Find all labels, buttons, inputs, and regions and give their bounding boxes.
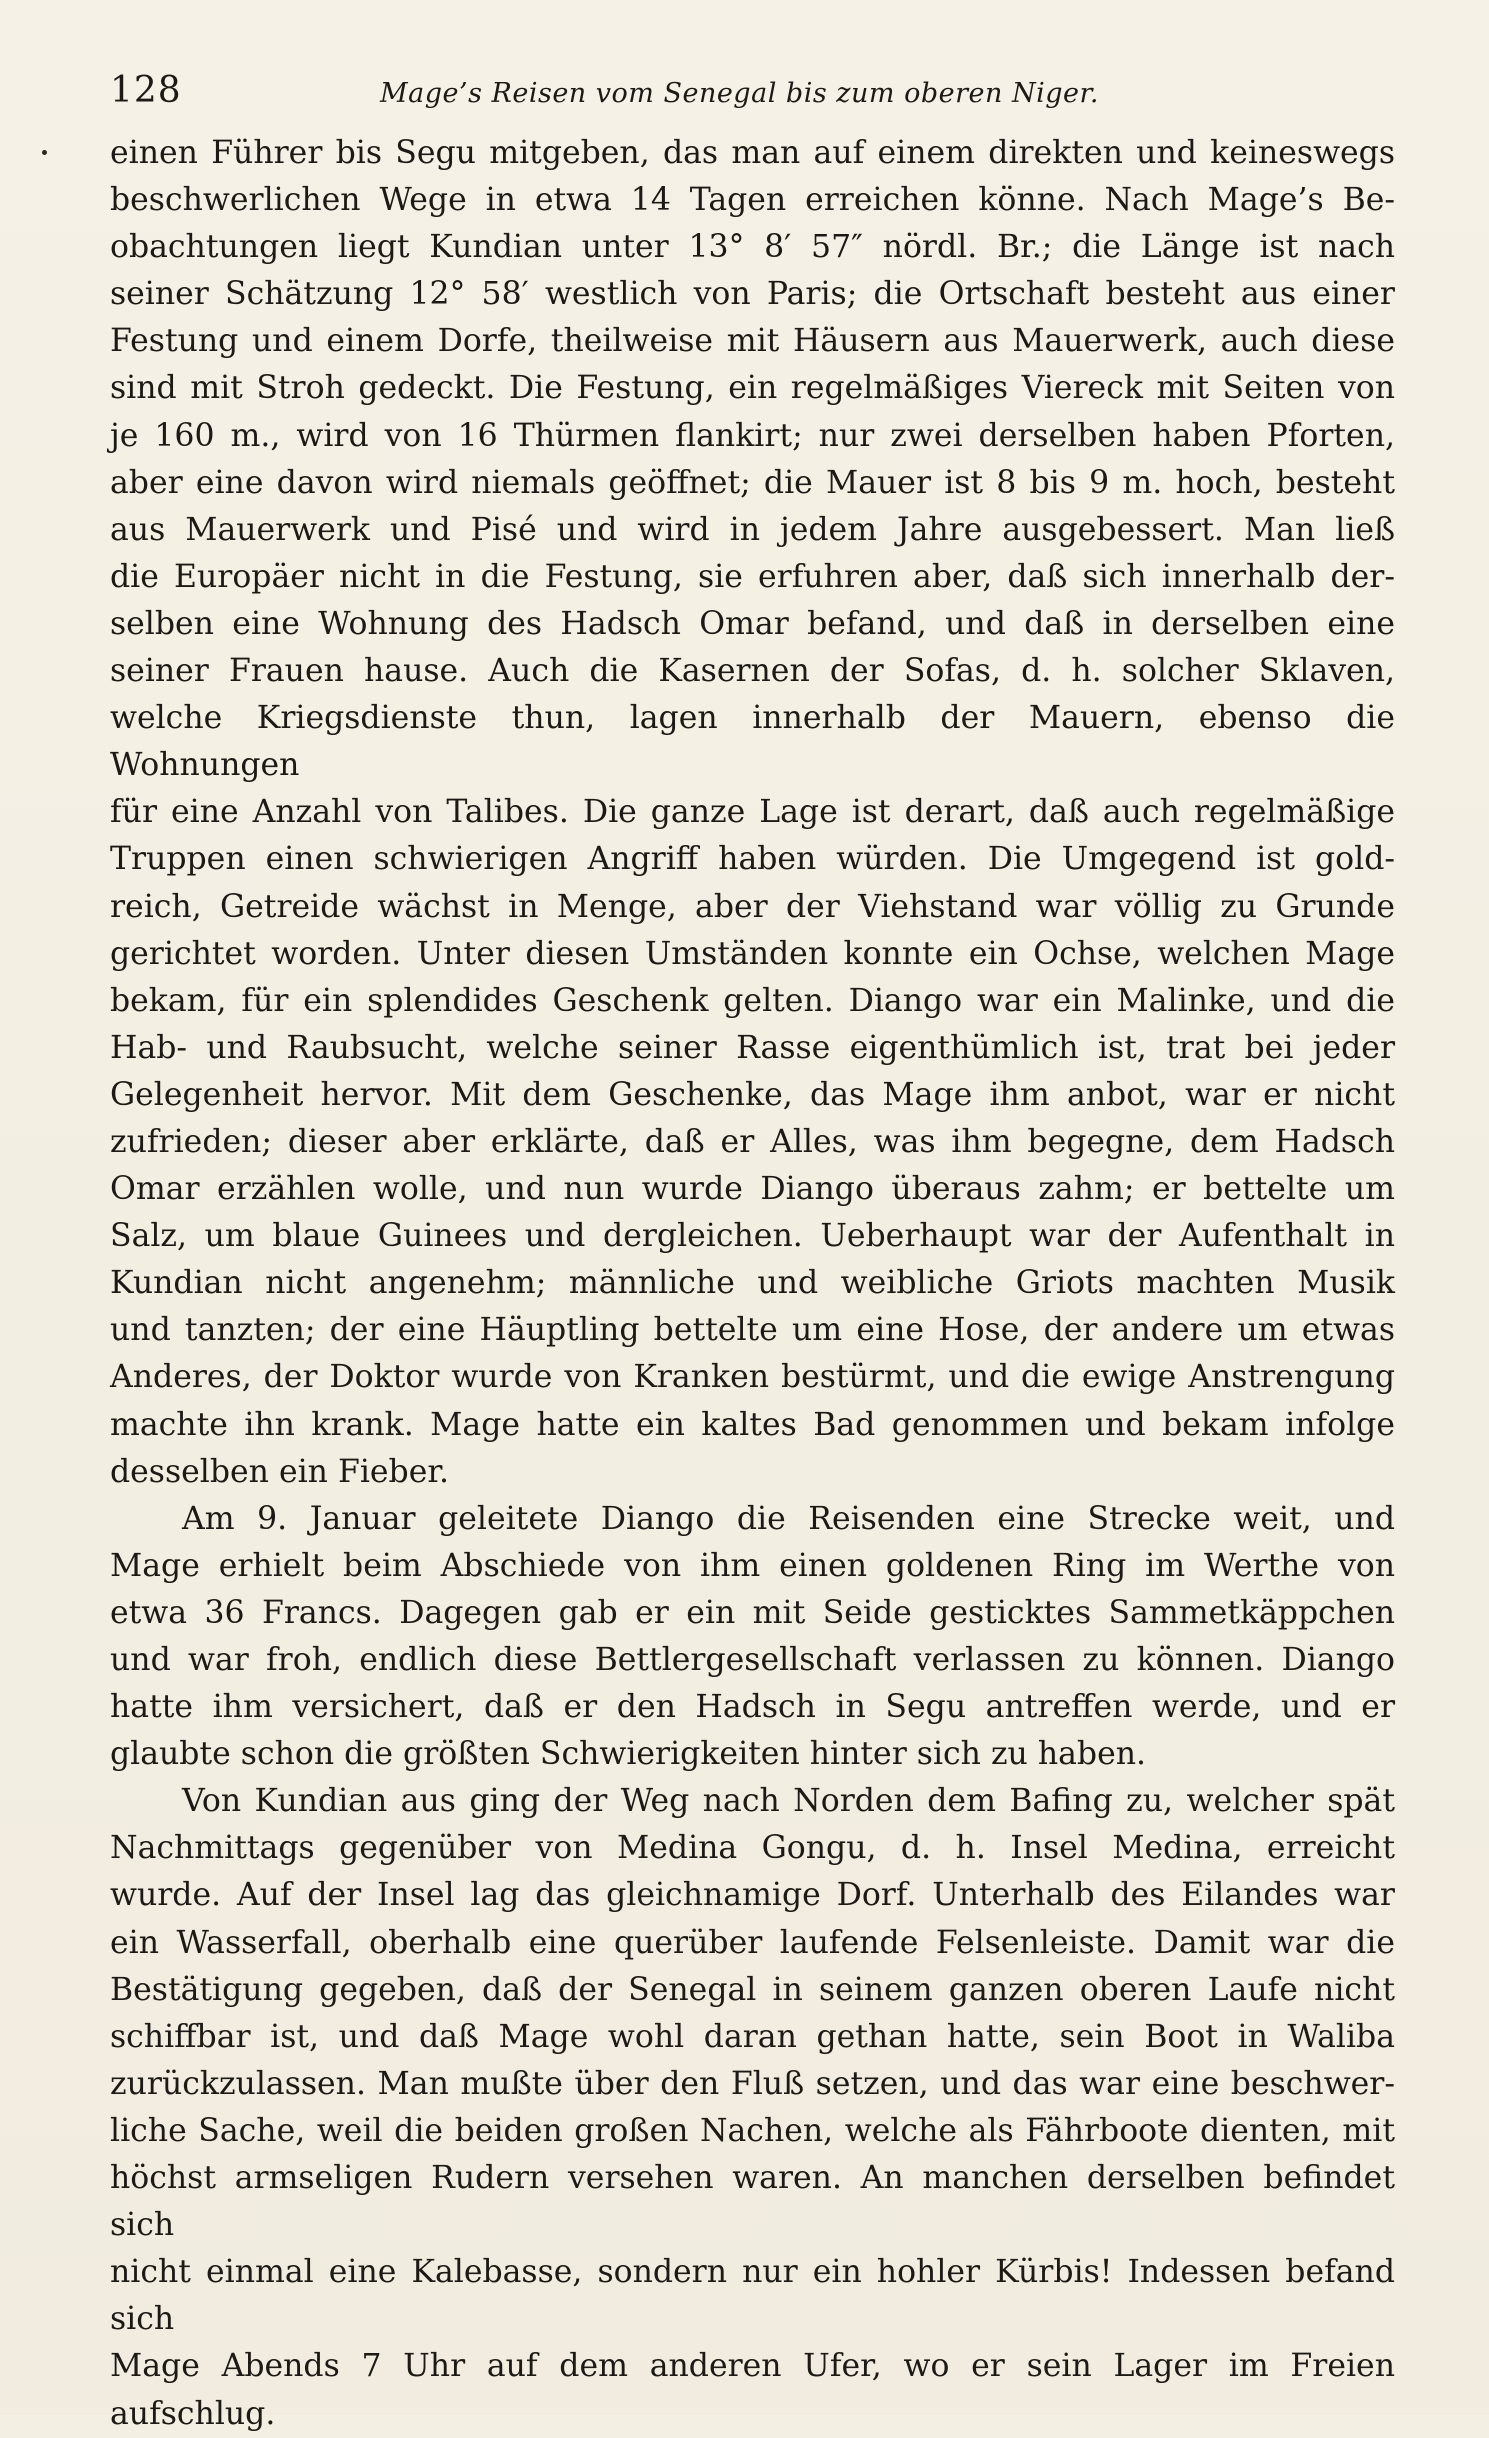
text-line: sind mit Stroh gedeckt. Die Festung, ein regelmäßiges Viereck mit Seiten von xyxy=(110,370,1395,407)
text-line: Truppen einen schwierigen Angriff haben würden. Die Umgegend ist gold- xyxy=(110,841,1395,878)
text-line: einen Führer bis Segu mitgeben, das man auf einem direkten und keineswegs xyxy=(110,135,1395,171)
text-line: Gelegenheit hervor. Mit dem Geschenke, das Mage ihm anbot, war er nicht xyxy=(110,1076,1395,1113)
text-line: welche Kriegsdienste thun, lagen innerhalb der Mauern, ebenso die Wohnungen xyxy=(110,700,1395,784)
text-line: je 160 m., wird von 16 Thürmen flankirt; nur zwei derselben haben Pforten, xyxy=(110,417,1395,454)
running-title: Mage’s Reisen vom Senegal bis zum oberen Niger. xyxy=(380,78,1099,109)
page-number: 128 xyxy=(110,70,182,111)
text-line: zurückzulassen. Man mußte über den Fluß setzen, und das war eine beschwer- xyxy=(110,2065,1395,2102)
text-line: Omar erzählen wolle, und nun wurde Diango überaus zahm; er bettelte um xyxy=(110,1171,1395,1208)
text-line: Festung und einem Dorfe, theilweise mit Häusern aus Mauerwerk, auch diese xyxy=(110,323,1395,360)
text-line: reich, Getreide wächst in Menge, aber der Viehstand war völlig zu Grunde xyxy=(110,888,1395,925)
text-line: wurde. Auf der Insel lag das gleichnamige Dorf. Unterhalb des Eilandes war xyxy=(110,1877,1395,1914)
text-line: seiner Frauen hause. Auch die Kasernen der Sofas, d. h. solcher Sklaven, xyxy=(110,653,1395,690)
paragraph-1 xyxy=(110,130,1395,1496)
page-header xyxy=(110,70,1400,120)
text-line: und tanzten; der eine Häuptling bettelte um eine Hose, der andere um etwas xyxy=(110,1312,1395,1349)
text-line: Bestätigung gegeben, daß der Senegal in seinem ganzen oberen Laufe nicht xyxy=(110,1971,1395,2008)
text-line: Mage erhielt beim Abschiede von ihm einen goldenen Ring im Werthe von xyxy=(110,1547,1395,1584)
text-line: höchst armseligen Rudern versehen waren. An manchen derselben befindet sich xyxy=(110,2160,1395,2244)
margin-dot-mark xyxy=(42,150,47,155)
text-line: für eine Anzahl von Talibes. Die ganze Lage ist derart, daß auch regelmäßige xyxy=(110,794,1395,831)
text-line: liche Sache, weil die beiden großen Nachen, welche als Fährboote dienten, mit xyxy=(110,2112,1395,2149)
text-line: Mage Abends 7 Uhr auf dem anderen Ufer, wo er sein Lager im Freien aufschlug. xyxy=(110,2348,1395,2432)
text-line: die Europäer nicht in die Festung, sie erfuhren aber, daß sich innerhalb der- xyxy=(110,558,1395,595)
text-line: Anderes, der Doktor wurde von Kranken bestürmt, und die ewige Anstrengung xyxy=(110,1359,1395,1396)
paragraph-2 xyxy=(110,1496,1395,1779)
text-line: selben eine Wohnung des Hadsch Omar befand, und daß in derselben eine xyxy=(110,605,1395,642)
text-line: gerichtet worden. Unter diesen Umständen konnte ein Ochse, welchen Mage xyxy=(110,935,1395,972)
text-line: und war froh, endlich diese Bettlergesellschaft verlassen zu können. Diango xyxy=(110,1642,1395,1678)
text-line: ein Wasserfall, oberhalb eine querüber laufende Felsenleiste. Damit war die xyxy=(110,1924,1395,1961)
text-line: beschwerlichen Wege in etwa 14 Tagen erreichen könne. Nach Mage’s Be- xyxy=(110,182,1395,219)
text-line: Am 9. Januar geleitete Diango die Reisenden eine Strecke weit, und xyxy=(182,1500,1395,1537)
text-line: bekam, für ein splendides Geschenk gelten. Diango war ein Malinke, und die xyxy=(110,982,1395,1019)
text-line: nicht einmal eine Kalebasse, sondern nur ein hohler Kürbis! Indessen befand sich xyxy=(110,2254,1395,2338)
text-line: Hab- und Raubsucht, welche seiner Rasse eigenthümlich ist, trat bei jeder xyxy=(110,1029,1395,1066)
body-text xyxy=(110,130,1395,2438)
text-line: hatte ihm versichert, daß er den Hadsch in Segu antreffen werde, und er xyxy=(110,1689,1395,1726)
text-line: aber eine davon wird niemals geöffnet; die Mauer ist 8 bis 9 m. hoch, besteht xyxy=(110,464,1395,501)
text-line: etwa 36 Francs. Dagegen gab er ein mit Seide gesticktes Sammetkäppchen xyxy=(110,1594,1395,1631)
text-line: aus Mauerwerk und Pisé und wird in jedem Jahre ausgebessert. Man ließ xyxy=(110,511,1395,548)
text-line: Salz, um blaue Guinees und dergleichen. Ueberhaupt war der Aufenthalt in xyxy=(110,1218,1395,1255)
paragraph-3 xyxy=(110,1778,1395,2437)
text-line: machte ihn krank. Mage hatte ein kaltes Bad genommen und bekam infolge xyxy=(110,1406,1395,1443)
text-line: Nachmittags gegenüber von Medina Gongu, d. h. Insel Medina, erreicht xyxy=(110,1830,1395,1867)
text-line: Kundian nicht angenehm; männliche und weibliche Griots machten Musik xyxy=(110,1265,1395,1302)
text-line: desselben ein Fieber. xyxy=(110,1453,449,1490)
text-line: Von Kundian aus ging der Weg nach Norden dem Bafing zu, welcher spät xyxy=(182,1783,1395,1820)
text-line: seiner Schätzung 12° 58′ westlich von Paris; die Ortschaft besteht aus einer xyxy=(110,276,1395,313)
text-line: glaubte schon die größten Schwierigkeiten hinter sich zu haben. xyxy=(110,1736,1147,1773)
text-line: zufrieden; dieser aber erklärte, daß er Alles, was ihm begegne, dem Hadsch xyxy=(110,1123,1395,1160)
text-line: obachtungen liegt Kundian unter 13° 8′ 57″ nördl. Br.; die Länge ist nach xyxy=(110,229,1395,266)
text-line: schiffbar ist, und daß Mage wohl daran gethan hatte, sein Boot in Waliba xyxy=(110,2018,1395,2055)
